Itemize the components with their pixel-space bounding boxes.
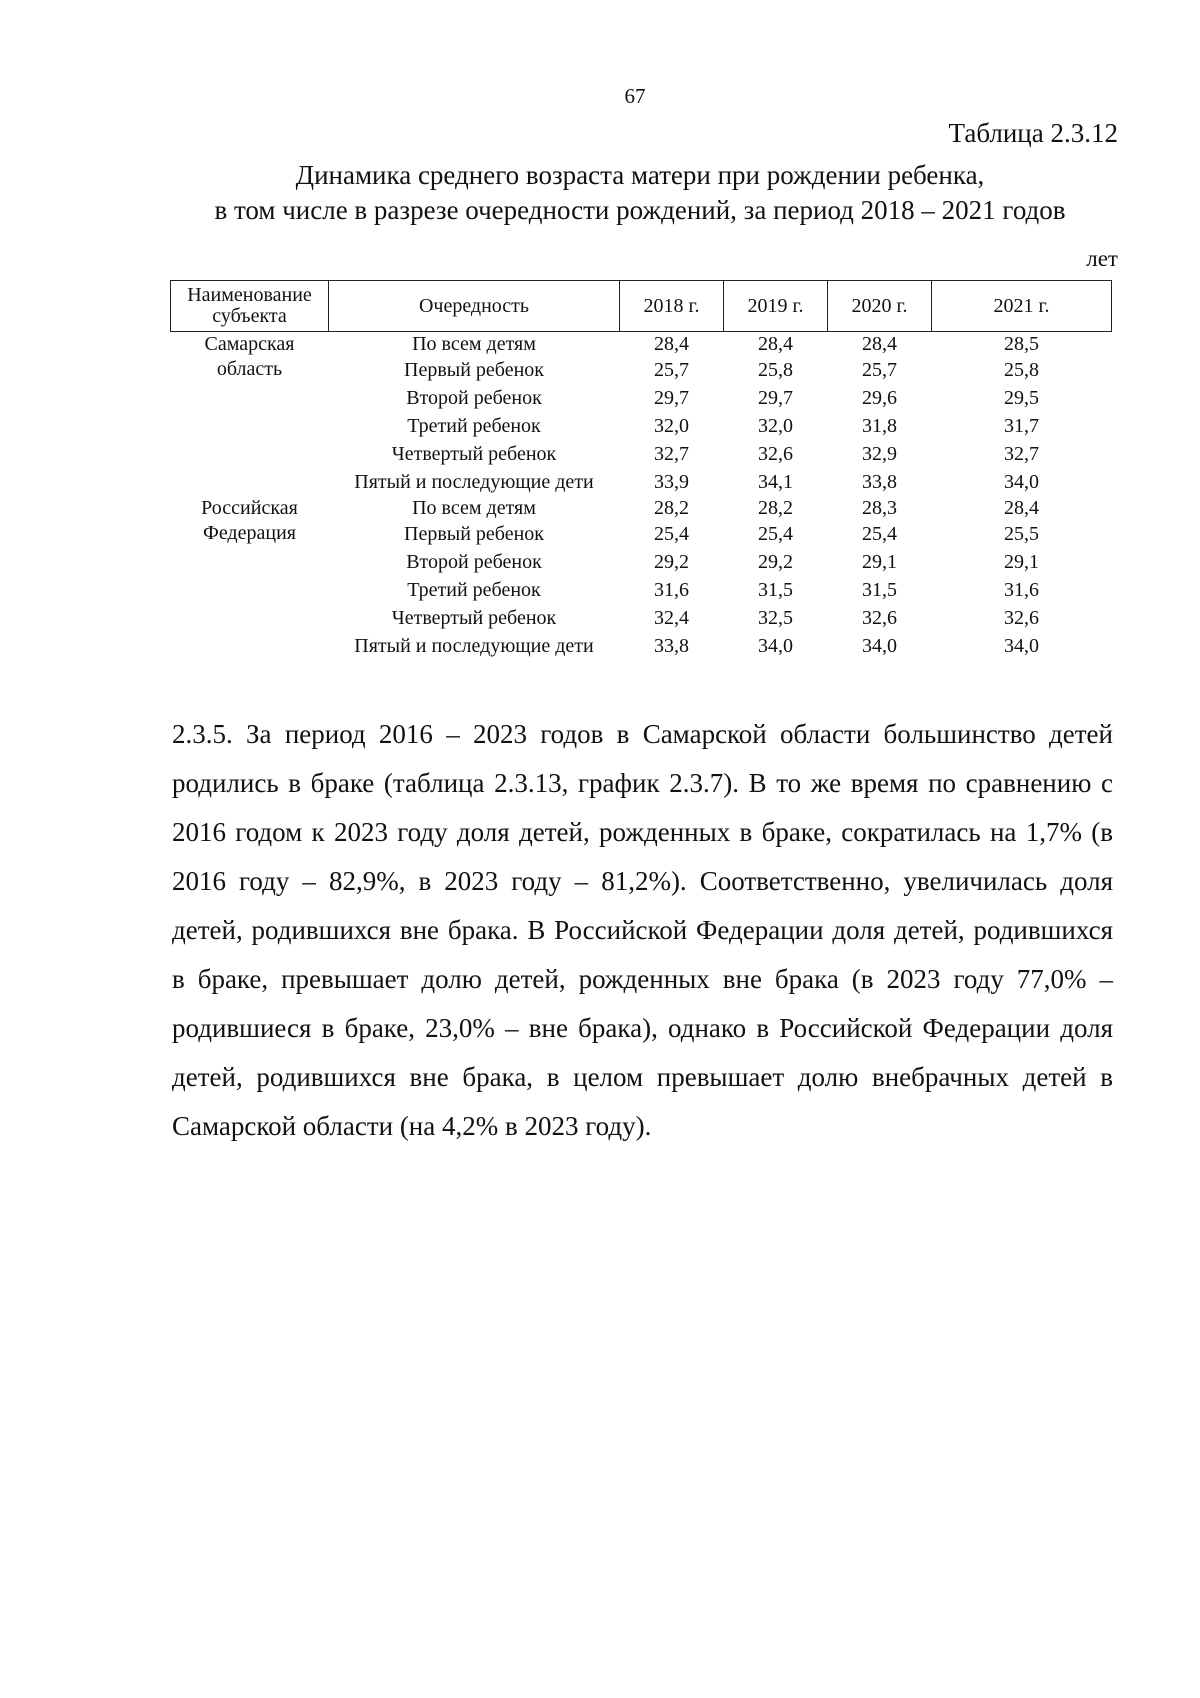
header-2020: 2020 г. — [828, 281, 932, 332]
order-cell: Второй ребенок — [406, 550, 542, 573]
header-order: Очередность — [329, 281, 620, 332]
value-cell: 25,4 — [654, 522, 689, 545]
header-2018: 2018 г. — [620, 281, 724, 332]
order-cell: Первый ребенок — [404, 522, 544, 545]
value-cell: 32,9 — [862, 442, 897, 465]
value-cell: 32,0 — [654, 414, 689, 437]
value-cell: 28,4 — [654, 333, 689, 355]
table-header-row — [171, 281, 1112, 332]
value-cell: 25,7 — [654, 358, 689, 381]
table-caption-number: Таблица 2.3.12 — [948, 118, 1118, 148]
value-cell: 28,2 — [654, 496, 689, 519]
mother-age-table — [170, 280, 1112, 662]
value-cell: 32,6 — [758, 442, 793, 465]
order-cell: Третий ребенок — [407, 414, 541, 437]
value-cell: 32,7 — [1004, 442, 1039, 465]
value-cell: 29,1 — [1004, 550, 1039, 573]
value-cell: 29,7 — [654, 386, 689, 409]
value-cell: 28,4 — [862, 333, 897, 355]
header-2019: 2019 г. — [724, 281, 828, 332]
order-cell: Первый ребенок — [404, 358, 544, 381]
body-paragraph: 2.3.5. За период 2016 – 2023 годов в Самарской области большинство детей родились в браке (таблица 2.3.13, график 2.3.7). В то же время по сравнению с 2016 годом к 2023 году доля детей, рожденных в браке, сократилась на 1,7% (в 2016 году – 82,9%, в 2023 году – 81,2%). Соответственно, увеличилась доля детей, родившихся вне брака. В Российской Федерации доля детей, родившихся в браке, превышает долю детей, рожденных вне брака (в 2023 году 77,0% – родившиеся в браке, 23,0% – вне брака), однако в Российской Федерации доля детей, родившихся вне брака, в целом превышает долю внебрачных детей в Самарской области (на 4,2% в 2023 году). — [172, 719, 1113, 1141]
value-cell: 31,6 — [1004, 578, 1039, 601]
header-2021: 2021 г. — [932, 281, 1112, 332]
value-cell: 33,9 — [654, 470, 689, 493]
value-cell: 29,5 — [1004, 386, 1039, 409]
value-cell: 28,3 — [862, 496, 897, 519]
value-cell: 29,6 — [862, 386, 897, 409]
value-cell: 28,4 — [758, 333, 793, 355]
value-cell: 32,0 — [758, 414, 793, 437]
value-cell: 32,5 — [758, 606, 793, 629]
value-cell: 32,6 — [862, 606, 897, 629]
table-row — [171, 496, 1112, 522]
value-cell: 34,1 — [758, 470, 793, 493]
value-cell: 28,2 — [758, 496, 793, 519]
value-cell: 25,4 — [862, 522, 897, 545]
order-cell: Четвертый ребенок — [391, 606, 557, 629]
value-cell: 34,0 — [758, 634, 793, 657]
value-cell: 29,2 — [654, 550, 689, 573]
value-cell: 29,1 — [862, 550, 897, 573]
value-cell: 33,8 — [862, 470, 897, 493]
page-number: 67 — [624, 84, 646, 108]
value-cell: 25,7 — [862, 358, 897, 381]
value-cell: 32,7 — [654, 442, 689, 465]
value-cell: 31,5 — [758, 578, 793, 601]
value-cell: 25,4 — [758, 522, 793, 545]
table-row — [171, 332, 1112, 358]
value-cell: 29,2 — [758, 550, 793, 573]
value-cell: 34,0 — [1004, 470, 1039, 493]
order-cell: Четвертый ребенок — [391, 442, 557, 465]
value-cell: 31,5 — [862, 578, 897, 601]
table-body — [171, 332, 1112, 662]
subject-cell: Самарская область — [204, 333, 295, 380]
value-cell: 31,8 — [862, 414, 897, 437]
value-cell: 25,8 — [1004, 358, 1039, 381]
order-cell: Пятый и последующие дети — [354, 634, 594, 657]
table-title — [140, 158, 1140, 228]
order-cell: По всем детям — [412, 333, 536, 355]
value-cell: 32,4 — [654, 606, 689, 629]
order-cell: Второй ребенок — [406, 386, 542, 409]
value-cell: 34,0 — [862, 634, 897, 657]
table-title-line-1: Динамика среднего возраста матери при рождении ребенка, — [295, 160, 985, 190]
value-cell: 31,7 — [1004, 414, 1039, 437]
order-cell: Третий ребенок — [407, 578, 541, 601]
value-cell: 28,5 — [1004, 333, 1039, 355]
value-cell: 34,0 — [1004, 634, 1039, 657]
value-cell: 33,8 — [654, 634, 689, 657]
value-cell: 25,5 — [1004, 522, 1039, 545]
value-cell: 32,6 — [1004, 606, 1039, 629]
table-title-line-2: в том числе в разрезе очередности рождений, за период 2018 – 2021 годов — [214, 195, 1066, 225]
subject-cell: Российская Федерация — [201, 496, 298, 544]
header-subject: Наименование субъекта — [171, 281, 329, 332]
value-cell: 28,4 — [1004, 496, 1039, 519]
order-cell: Пятый и последующие дети — [354, 470, 594, 493]
value-cell: 29,7 — [758, 386, 793, 409]
order-cell: По всем детям — [412, 496, 536, 519]
unit-label: лет — [1086, 246, 1118, 271]
value-cell: 25,8 — [758, 358, 793, 381]
value-cell: 31,6 — [654, 578, 689, 601]
